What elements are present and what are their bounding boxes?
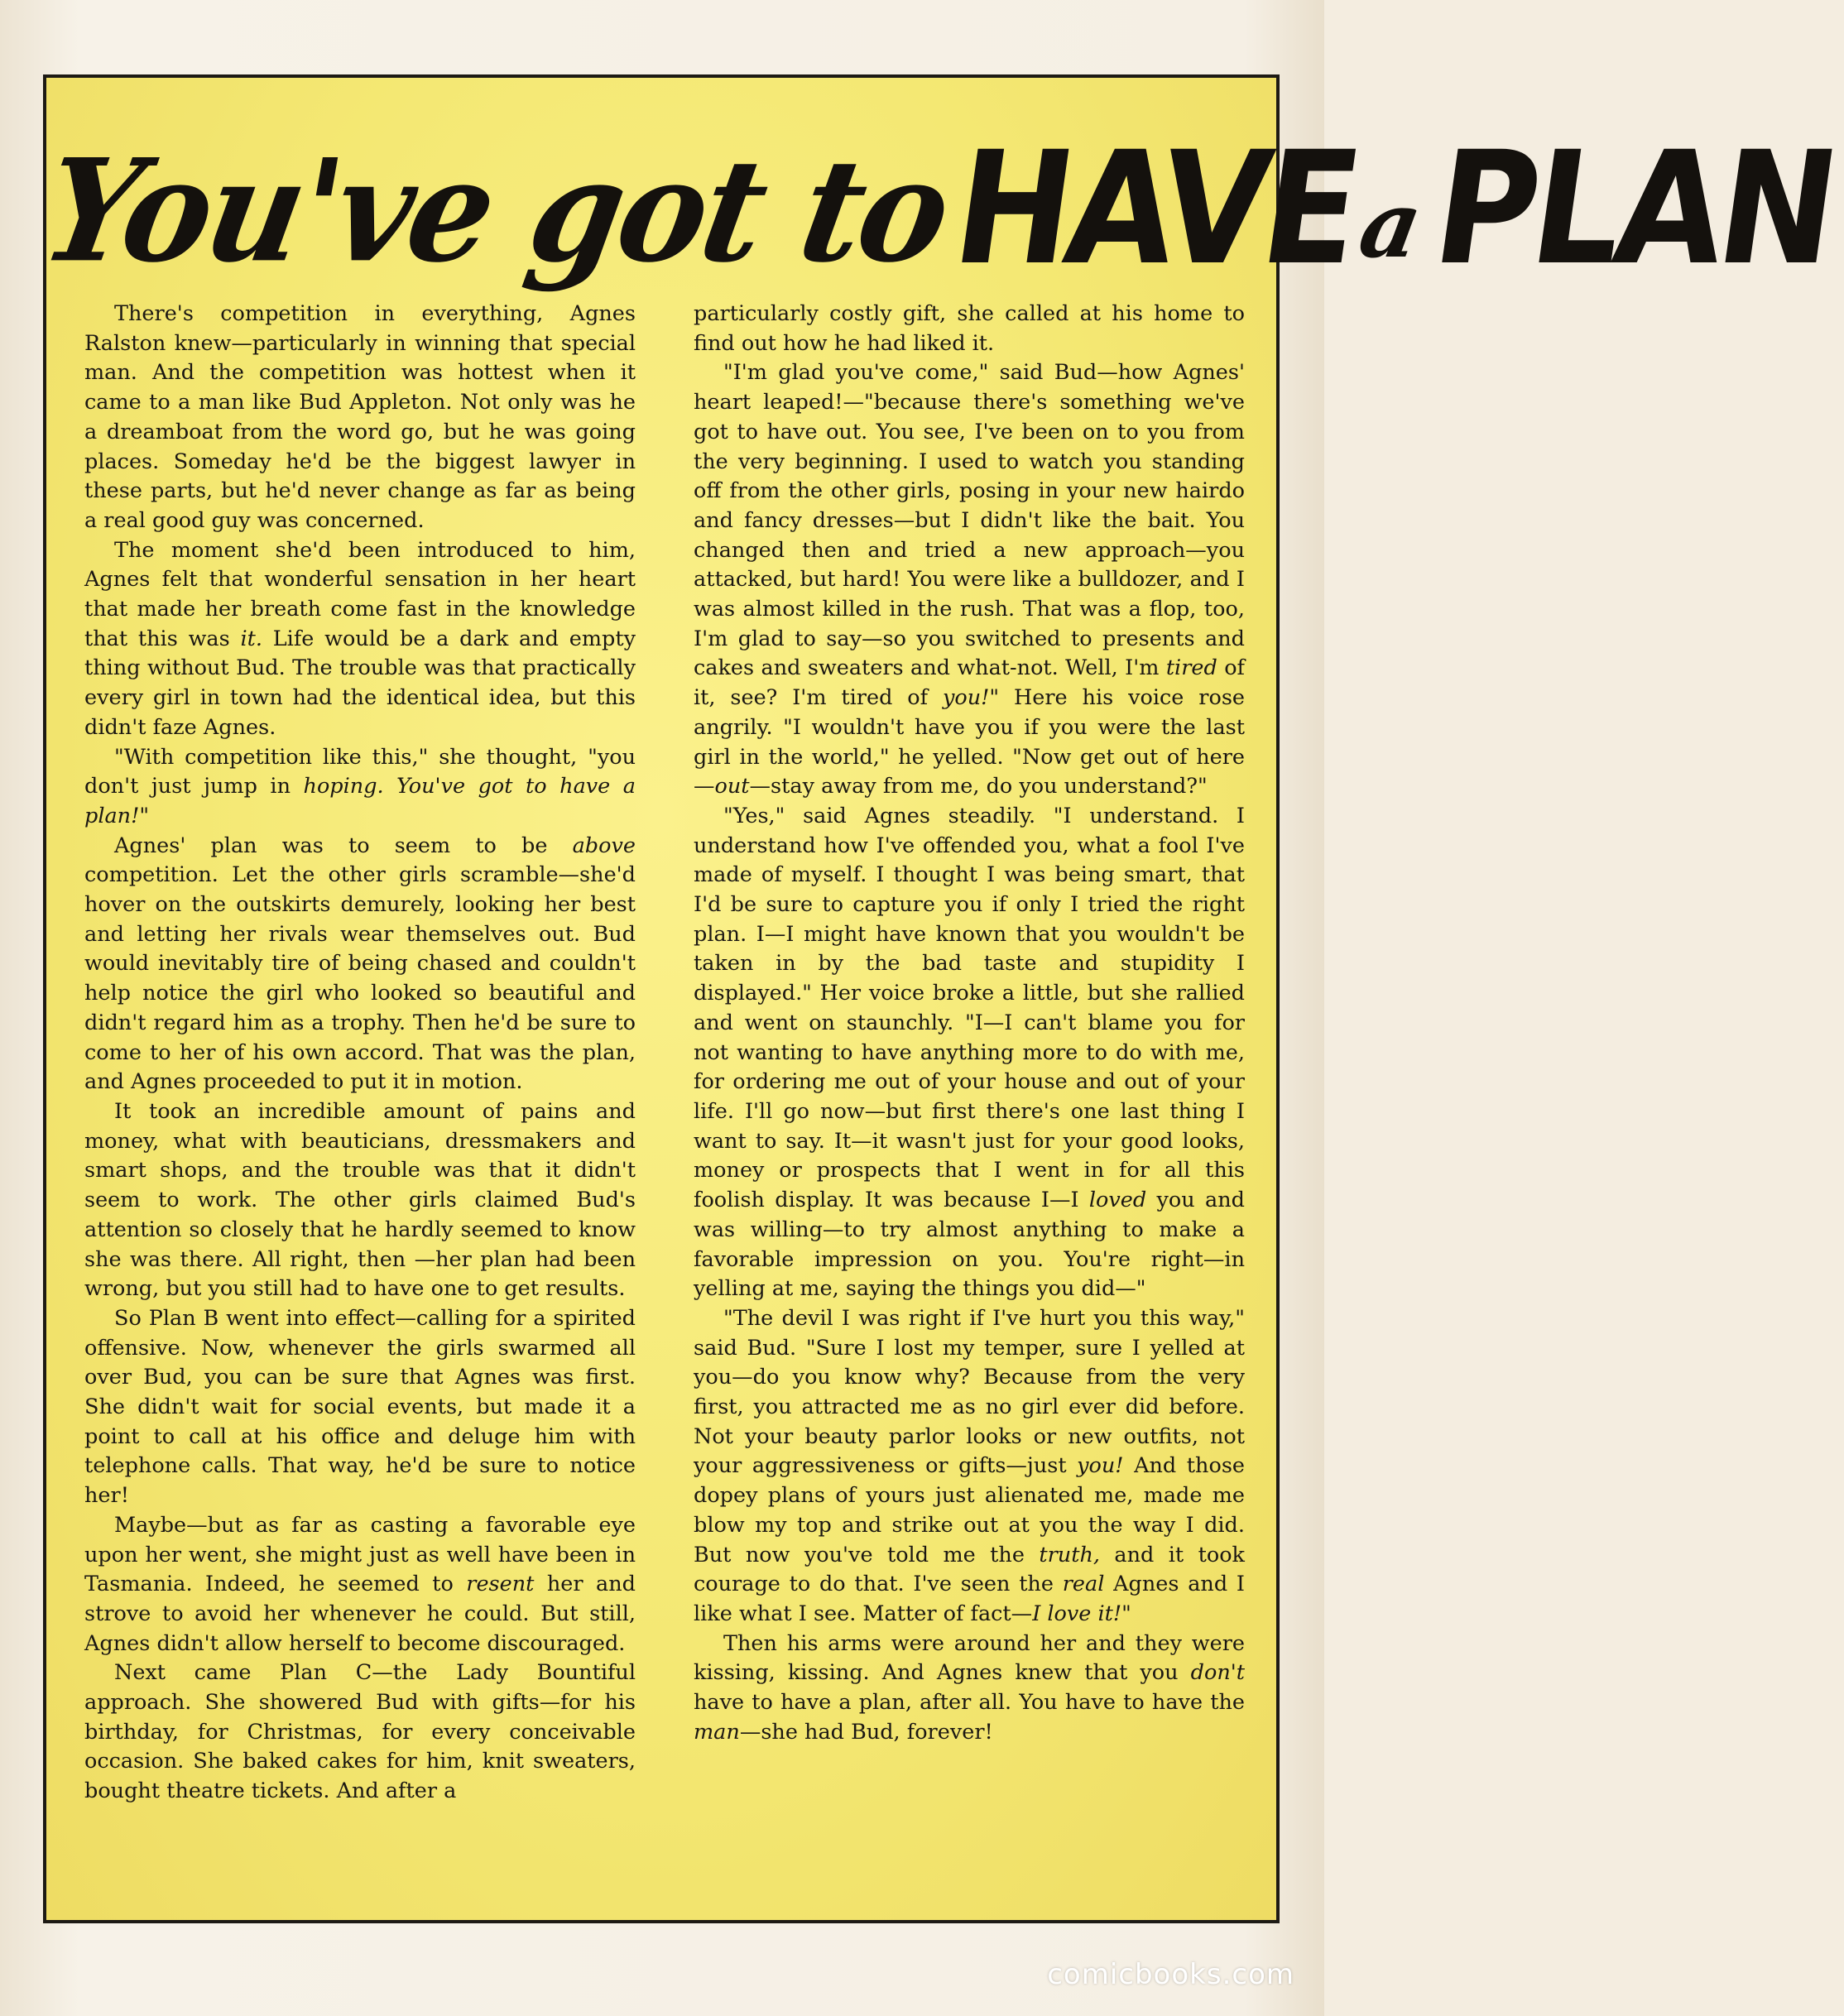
title-script-part: You've got to	[31, 128, 959, 295]
story-panel	[31, 74, 1844, 1923]
paragraph: There's competition in everything, Agnes Ralston knew—particularly in winning that special man. And the competition was hottest when it came to a man like Bud Appleton. Not only was he a dreamboat from the word go, but he was going places. Someday he'd be the biggest lawyer in these parts, but he'd never change as far as being a real good guy was concerned.	[84, 301, 636, 533]
paragraph: "Yes," said Agnes steadily. "I understand. I understand how I've offended you, what a fool I've made of myself. I thought I was being smart, that I'd be sure to capture you if only I tried the right plan. I—I might have known that you wouldn't be taken in by the bad taste and stupidity I displayed." Her voice broke a little, but she rallied and went on staunchly. "I—I can't blame you for not wanting to have anything more to do with me, for ordering me out of your house and out of your life. I'll go now—but first there's one last thing I want to say. It—it wasn't just for your good looks, money or prospects that I went in for all this foolish display. It was because I—I loved you and was willing—to try almost anything to make a favorable impression on you. You're right—in yelling at me, saying the things you did—"	[694, 803, 1245, 1302]
left-column	[84, 300, 636, 1897]
paragraph: Maybe—but as far as casting a favorable eye upon her went, she might just as well have been in Tasmania. Indeed, he seemed to resent her and strove to avoid her whenever he could. But still, Agnes didn't allow herself to become discouraged.	[84, 1512, 636, 1656]
paragraph: "With competition like this," she thought, "you don't just jump in hoping. You've got to have a plan!"	[84, 744, 636, 828]
paragraph: So Plan B went into effect—calling for a spirited offensive. Now, whenever the girls swarmed all over Bud, you can be sure that Agnes was first. She didn't wait for social events, but made it a point to call at his office and deluge him with telephone calls. That way, he'd be sure to notice her!	[84, 1305, 636, 1509]
title-plan: PLAN	[1424, 118, 1844, 300]
right-column	[694, 300, 1245, 1897]
watermark: comicbooks.com	[1047, 1958, 1294, 1991]
story-title	[31, 118, 1844, 318]
paragraph: It took an incredible amount of pains and money, what with beauticians, dressmakers and smart shops, and the trouble was that it didn't seem to work. The other girls claimed Bud's attention so closely that he hardly seemed to know she was there. All right, then —her plan had been wrong, but you still had to have one to get results.	[84, 1098, 636, 1302]
paragraph: Then his arms were around her and they were kissing, kissing. And Agnes knew that you don't have to have a plan, after all. You have to have the man—she had Bud, forever!	[694, 1630, 1245, 1745]
paragraph: "The devil I was right if I've hurt you this way," said Bud. "Sure I lost my temper, sure I yelled at you—do you know why? Because from the very first, you attracted me as no girl ever did before. Not your beauty parlor looks or new outfits, not your aggressiveness or gifts—just you! And those dopey plans of yours just alienated me, made me blow my top and strike out at you the way I did. But now you've told me the truth, and it took courage to do that. I've seen the real Agnes and I like what I see. Matter of fact—I love it!"	[694, 1305, 1246, 1626]
title-a: a	[1352, 171, 1431, 278]
paragraph: Next came Plan C—the Lady Bountiful approach. She showered Bud with gifts—for his birthday, for Christmas, for every conceivable occasion. She baked cakes for him, knit sweaters, bought theatre tickets. And after a	[84, 1660, 636, 1804]
story-columns	[84, 300, 1245, 1897]
paragraph: Agnes' plan was to seem to be above competition. Let the other girls scramble—she'd hover on the outskirts demurely, looking her best and letting her rivals wear themselves out. Bud would inevitably tire of being chased and couldn't help notice the girl who looked so beautiful and didn't regard him as a trophy. Then he'd be sure to come to her of his own accord. That was the plan, and Agnes proceeded to put it in motion.	[84, 833, 636, 1095]
title-have: HAVE	[944, 118, 1367, 300]
paragraph: particularly costly gift, she called at his home to find out how he had liked it.	[694, 301, 1245, 356]
paragraph: "I'm glad you've come," said Bud—how Agnes' heart leaped!—"because there's something we've got to have out. You see, I've been on to you from the very beginning. I used to watch you standing off from the other girls, posing in your new hairdo and fancy dresses—but I didn't like the bait. You changed then and tried a new approach—you attacked, but hard! You were like a bulldozer, and I was almost killed in the rush. That was a flop, too, I'm glad to say—so you switched to presents and cakes and sweaters and what-not. Well, I'm tired of it, see? I'm tired of you!" Here his voice rose angrily. "I wouldn't have you if you were the last girl in the world," he yelled. "Now get out of here—out—stay away from me, do you understand?"	[694, 360, 1245, 799]
paragraph: The moment she'd been introduced to him, Agnes felt that wonderful sensation in her heart that made her breath come fast in the knowledge that this was it. Life would be a dark and empty thing without Bud. The trouble was that practically every girl in town had the identical idea, but this didn't faze Agnes.	[84, 537, 636, 740]
